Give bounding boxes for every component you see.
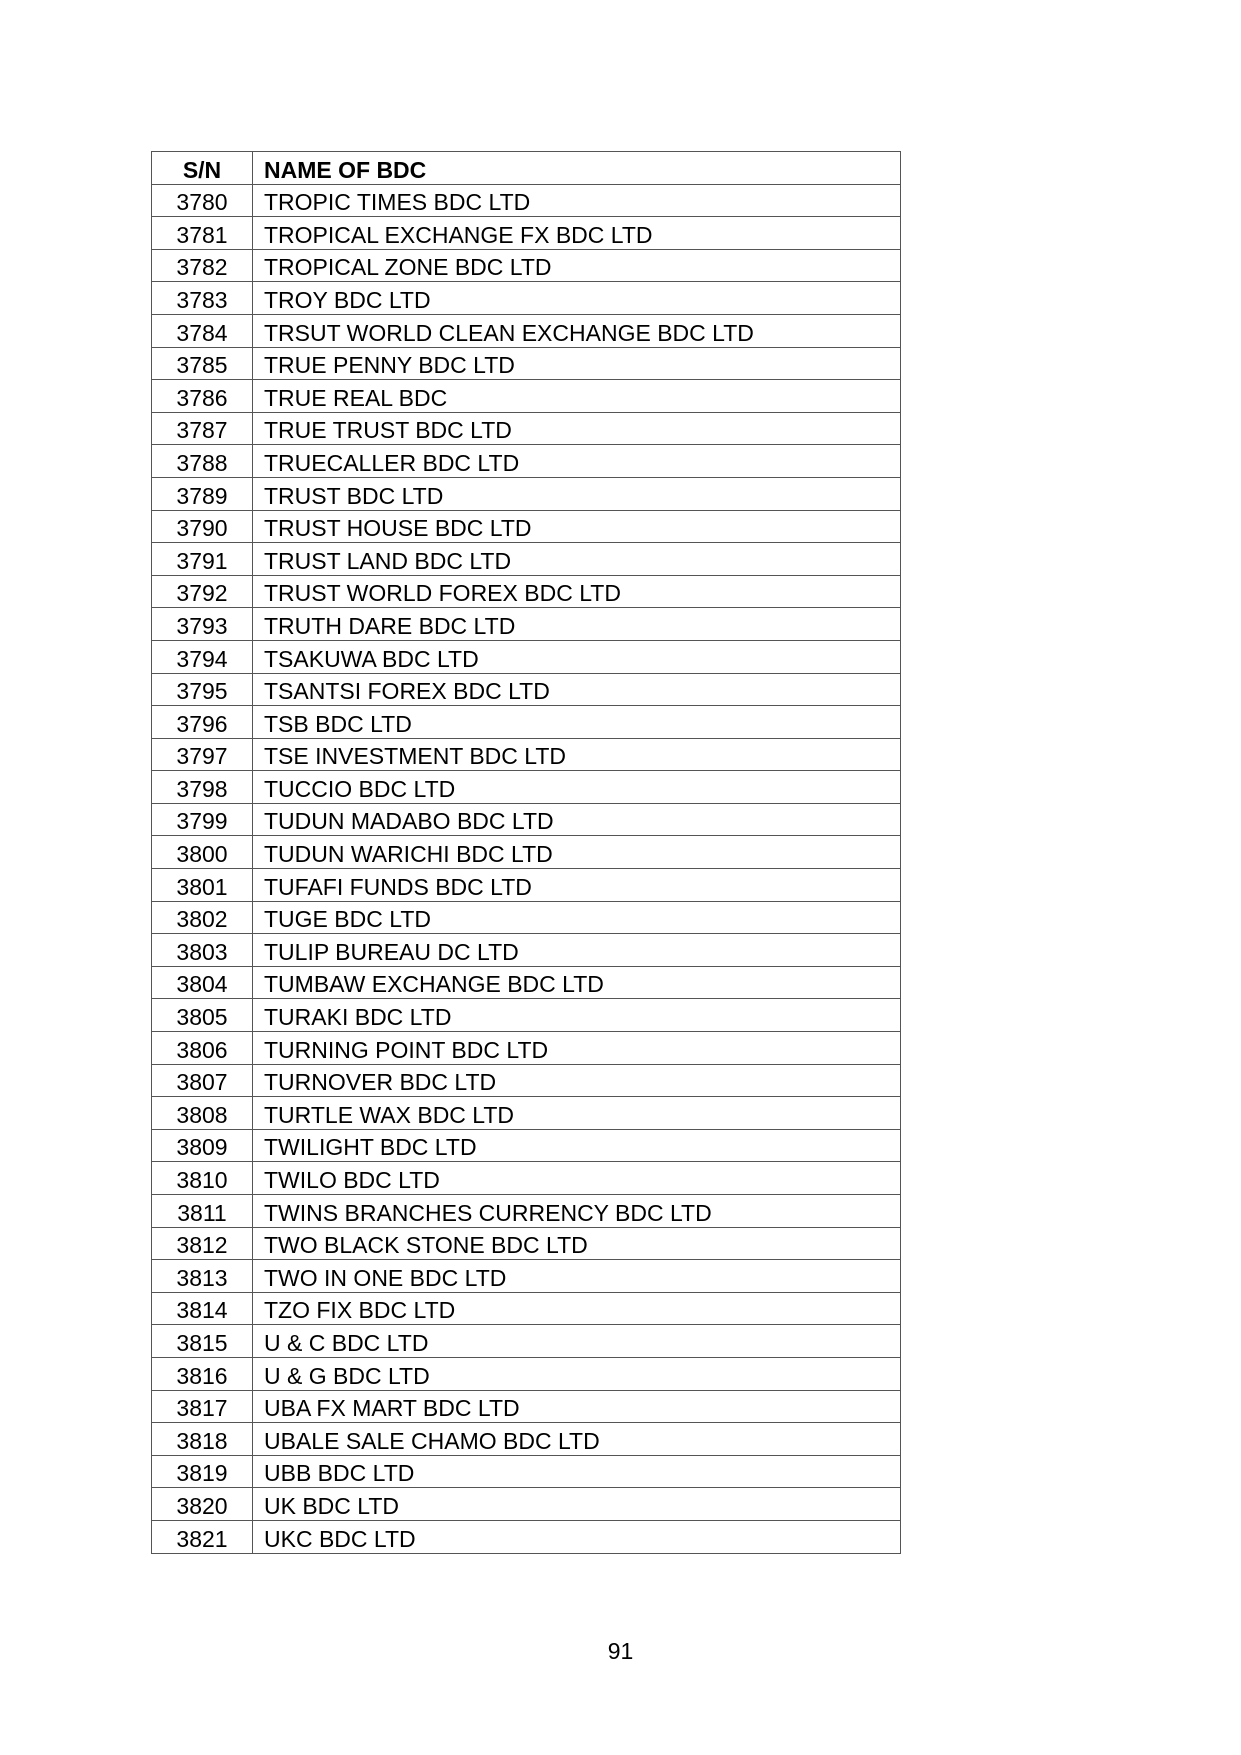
bdc-name-cell: TRUE TRUST BDC LTD: [253, 412, 901, 445]
table-row: [152, 1325, 901, 1358]
table-row: [152, 575, 901, 608]
bdc-name-cell: U & C BDC LTD: [253, 1325, 901, 1358]
serial-number-cell: 3796: [152, 706, 253, 739]
bdc-name-cell: TRSUT WORLD CLEAN EXCHANGE BDC LTD: [253, 314, 901, 347]
table-row: [152, 966, 901, 999]
serial-number-cell: 3815: [152, 1325, 253, 1358]
serial-number-cell: 3790: [152, 510, 253, 543]
serial-number-cell: 3792: [152, 575, 253, 608]
bdc-name-cell: TROPICAL ZONE BDC LTD: [253, 249, 901, 282]
table-row: [152, 1129, 901, 1162]
serial-number-cell: 3807: [152, 1064, 253, 1097]
table-row: [152, 1455, 901, 1488]
table-row: [152, 1357, 901, 1390]
bdc-name-cell: TUCCIO BDC LTD: [253, 771, 901, 804]
serial-number-cell: 3787: [152, 412, 253, 445]
serial-number-cell: 3816: [152, 1357, 253, 1390]
table-row: [152, 184, 901, 217]
serial-number-cell: 3801: [152, 869, 253, 902]
bdc-name-cell: TRUE REAL BDC: [253, 380, 901, 413]
bdc-name-cell: TWO BLACK STONE BDC LTD: [253, 1227, 901, 1260]
serial-number-cell: 3782: [152, 249, 253, 282]
bdc-name-cell: TULIP BUREAU DC LTD: [253, 934, 901, 967]
table-row: [152, 836, 901, 869]
bdc-name-cell: TURNING POINT BDC LTD: [253, 1032, 901, 1065]
table-row: [152, 1162, 901, 1195]
name-column-header: NAME OF BDC: [253, 152, 901, 185]
bdc-name-cell: TWO IN ONE BDC LTD: [253, 1260, 901, 1293]
bdc-name-cell: TRUE PENNY BDC LTD: [253, 347, 901, 380]
table-body: [152, 184, 901, 1553]
serial-number-cell: 3821: [152, 1520, 253, 1553]
serial-number-cell: 3800: [152, 836, 253, 869]
table-row: [152, 640, 901, 673]
table-row: [152, 1064, 901, 1097]
table-row: [152, 282, 901, 315]
bdc-name-cell: TUDUN MADABO BDC LTD: [253, 803, 901, 836]
serial-number-cell: 3820: [152, 1488, 253, 1521]
table-row: [152, 901, 901, 934]
table-row: [152, 1097, 901, 1130]
serial-number-cell: 3819: [152, 1455, 253, 1488]
serial-number-cell: 3784: [152, 314, 253, 347]
serial-number-cell: 3808: [152, 1097, 253, 1130]
bdc-name-cell: TWILO BDC LTD: [253, 1162, 901, 1195]
serial-number-cell: 3802: [152, 901, 253, 934]
bdc-name-cell: TROPIC TIMES BDC LTD: [253, 184, 901, 217]
bdc-name-cell: UBB BDC LTD: [253, 1455, 901, 1488]
header-row: [152, 152, 901, 185]
table-row: [152, 412, 901, 445]
table-row: [152, 1032, 901, 1065]
serial-number-cell: 3789: [152, 477, 253, 510]
table-row: [152, 347, 901, 380]
table-row: [152, 510, 901, 543]
bdc-name-cell: TURNOVER BDC LTD: [253, 1064, 901, 1097]
serial-number-cell: 3788: [152, 445, 253, 478]
table-row: [152, 314, 901, 347]
bdc-name-cell: TSE INVESTMENT BDC LTD: [253, 738, 901, 771]
page-number: 91: [607, 1638, 634, 1664]
bdc-name-cell: TUMBAW EXCHANGE BDC LTD: [253, 966, 901, 999]
table-row: [152, 445, 901, 478]
serial-number-cell: 3814: [152, 1292, 253, 1325]
serial-number-cell: 3793: [152, 608, 253, 641]
bdc-name-cell: TUDUN WARICHI BDC LTD: [253, 836, 901, 869]
table-row: [152, 1260, 901, 1293]
serial-number-cell: 3797: [152, 738, 253, 771]
bdc-name-cell: TRUTH DARE BDC LTD: [253, 608, 901, 641]
table-row: [152, 543, 901, 576]
bdc-name-cell: TWINS BRANCHES CURRENCY BDC LTD: [253, 1195, 901, 1228]
bdc-name-cell: TWILIGHT BDC LTD: [253, 1129, 901, 1162]
serial-number-cell: 3812: [152, 1227, 253, 1260]
table-row: [152, 477, 901, 510]
bdc-name-cell: UKC BDC LTD: [253, 1520, 901, 1553]
serial-number-cell: 3813: [152, 1260, 253, 1293]
table-row: [152, 934, 901, 967]
sn-column-header: S/N: [152, 152, 253, 185]
table-row: [152, 217, 901, 250]
table-row: [152, 999, 901, 1032]
bdc-name-cell: TROY BDC LTD: [253, 282, 901, 315]
table-row: [152, 706, 901, 739]
table-row: [152, 1195, 901, 1228]
bdc-name-cell: TRUST BDC LTD: [253, 477, 901, 510]
table-row: [152, 249, 901, 282]
table-row: [152, 803, 901, 836]
serial-number-cell: 3791: [152, 543, 253, 576]
table-row: [152, 673, 901, 706]
bdc-name-cell: TROPICAL EXCHANGE FX BDC LTD: [253, 217, 901, 250]
bdc-name-cell: TRUST HOUSE BDC LTD: [253, 510, 901, 543]
bdc-name-cell: TUGE BDC LTD: [253, 901, 901, 934]
serial-number-cell: 3786: [152, 380, 253, 413]
table-row: [152, 1520, 901, 1553]
bdc-name-cell: U & G BDC LTD: [253, 1357, 901, 1390]
table-row: [152, 869, 901, 902]
serial-number-cell: 3783: [152, 282, 253, 315]
bdc-name-cell: TSAKUWA BDC LTD: [253, 640, 901, 673]
serial-number-cell: 3810: [152, 1162, 253, 1195]
serial-number-cell: 3811: [152, 1195, 253, 1228]
bdc-name-cell: TURTLE WAX BDC LTD: [253, 1097, 901, 1130]
serial-number-cell: 3795: [152, 673, 253, 706]
bdc-name-cell: UBALE SALE CHAMO BDC LTD: [253, 1423, 901, 1456]
bdc-name-cell: TRUST LAND BDC LTD: [253, 543, 901, 576]
table-row: [152, 380, 901, 413]
serial-number-cell: 3794: [152, 640, 253, 673]
serial-number-cell: 3804: [152, 966, 253, 999]
table-row: [152, 1390, 901, 1423]
bdc-name-cell: UK BDC LTD: [253, 1488, 901, 1521]
serial-number-cell: 3799: [152, 803, 253, 836]
serial-number-cell: 3818: [152, 1423, 253, 1456]
bdc-name-cell: TRUECALLER BDC LTD: [253, 445, 901, 478]
table-row: [152, 738, 901, 771]
bdc-name-cell: UBA FX MART BDC LTD: [253, 1390, 901, 1423]
table-header: [152, 152, 901, 185]
bdc-name-cell: TSB BDC LTD: [253, 706, 901, 739]
table-row: [152, 771, 901, 804]
bdc-name-cell: TUFAFI FUNDS BDC LTD: [253, 869, 901, 902]
table-row: [152, 1488, 901, 1521]
serial-number-cell: 3785: [152, 347, 253, 380]
serial-number-cell: 3781: [152, 217, 253, 250]
serial-number-cell: 3805: [152, 999, 253, 1032]
bdc-name-cell: TRUST WORLD FOREX BDC LTD: [253, 575, 901, 608]
serial-number-cell: 3803: [152, 934, 253, 967]
bdc-name-cell: TZO FIX BDC LTD: [253, 1292, 901, 1325]
serial-number-cell: 3806: [152, 1032, 253, 1065]
bdc-name-cell: TSANTSI FOREX BDC LTD: [253, 673, 901, 706]
serial-number-cell: 3817: [152, 1390, 253, 1423]
table-row: [152, 1227, 901, 1260]
table-row: [152, 1423, 901, 1456]
serial-number-cell: 3809: [152, 1129, 253, 1162]
serial-number-cell: 3798: [152, 771, 253, 804]
serial-number-cell: 3780: [152, 184, 253, 217]
table-row: [152, 608, 901, 641]
bdc-table: [151, 151, 901, 1554]
table-row: [152, 1292, 901, 1325]
bdc-name-cell: TURAKI BDC LTD: [253, 999, 901, 1032]
